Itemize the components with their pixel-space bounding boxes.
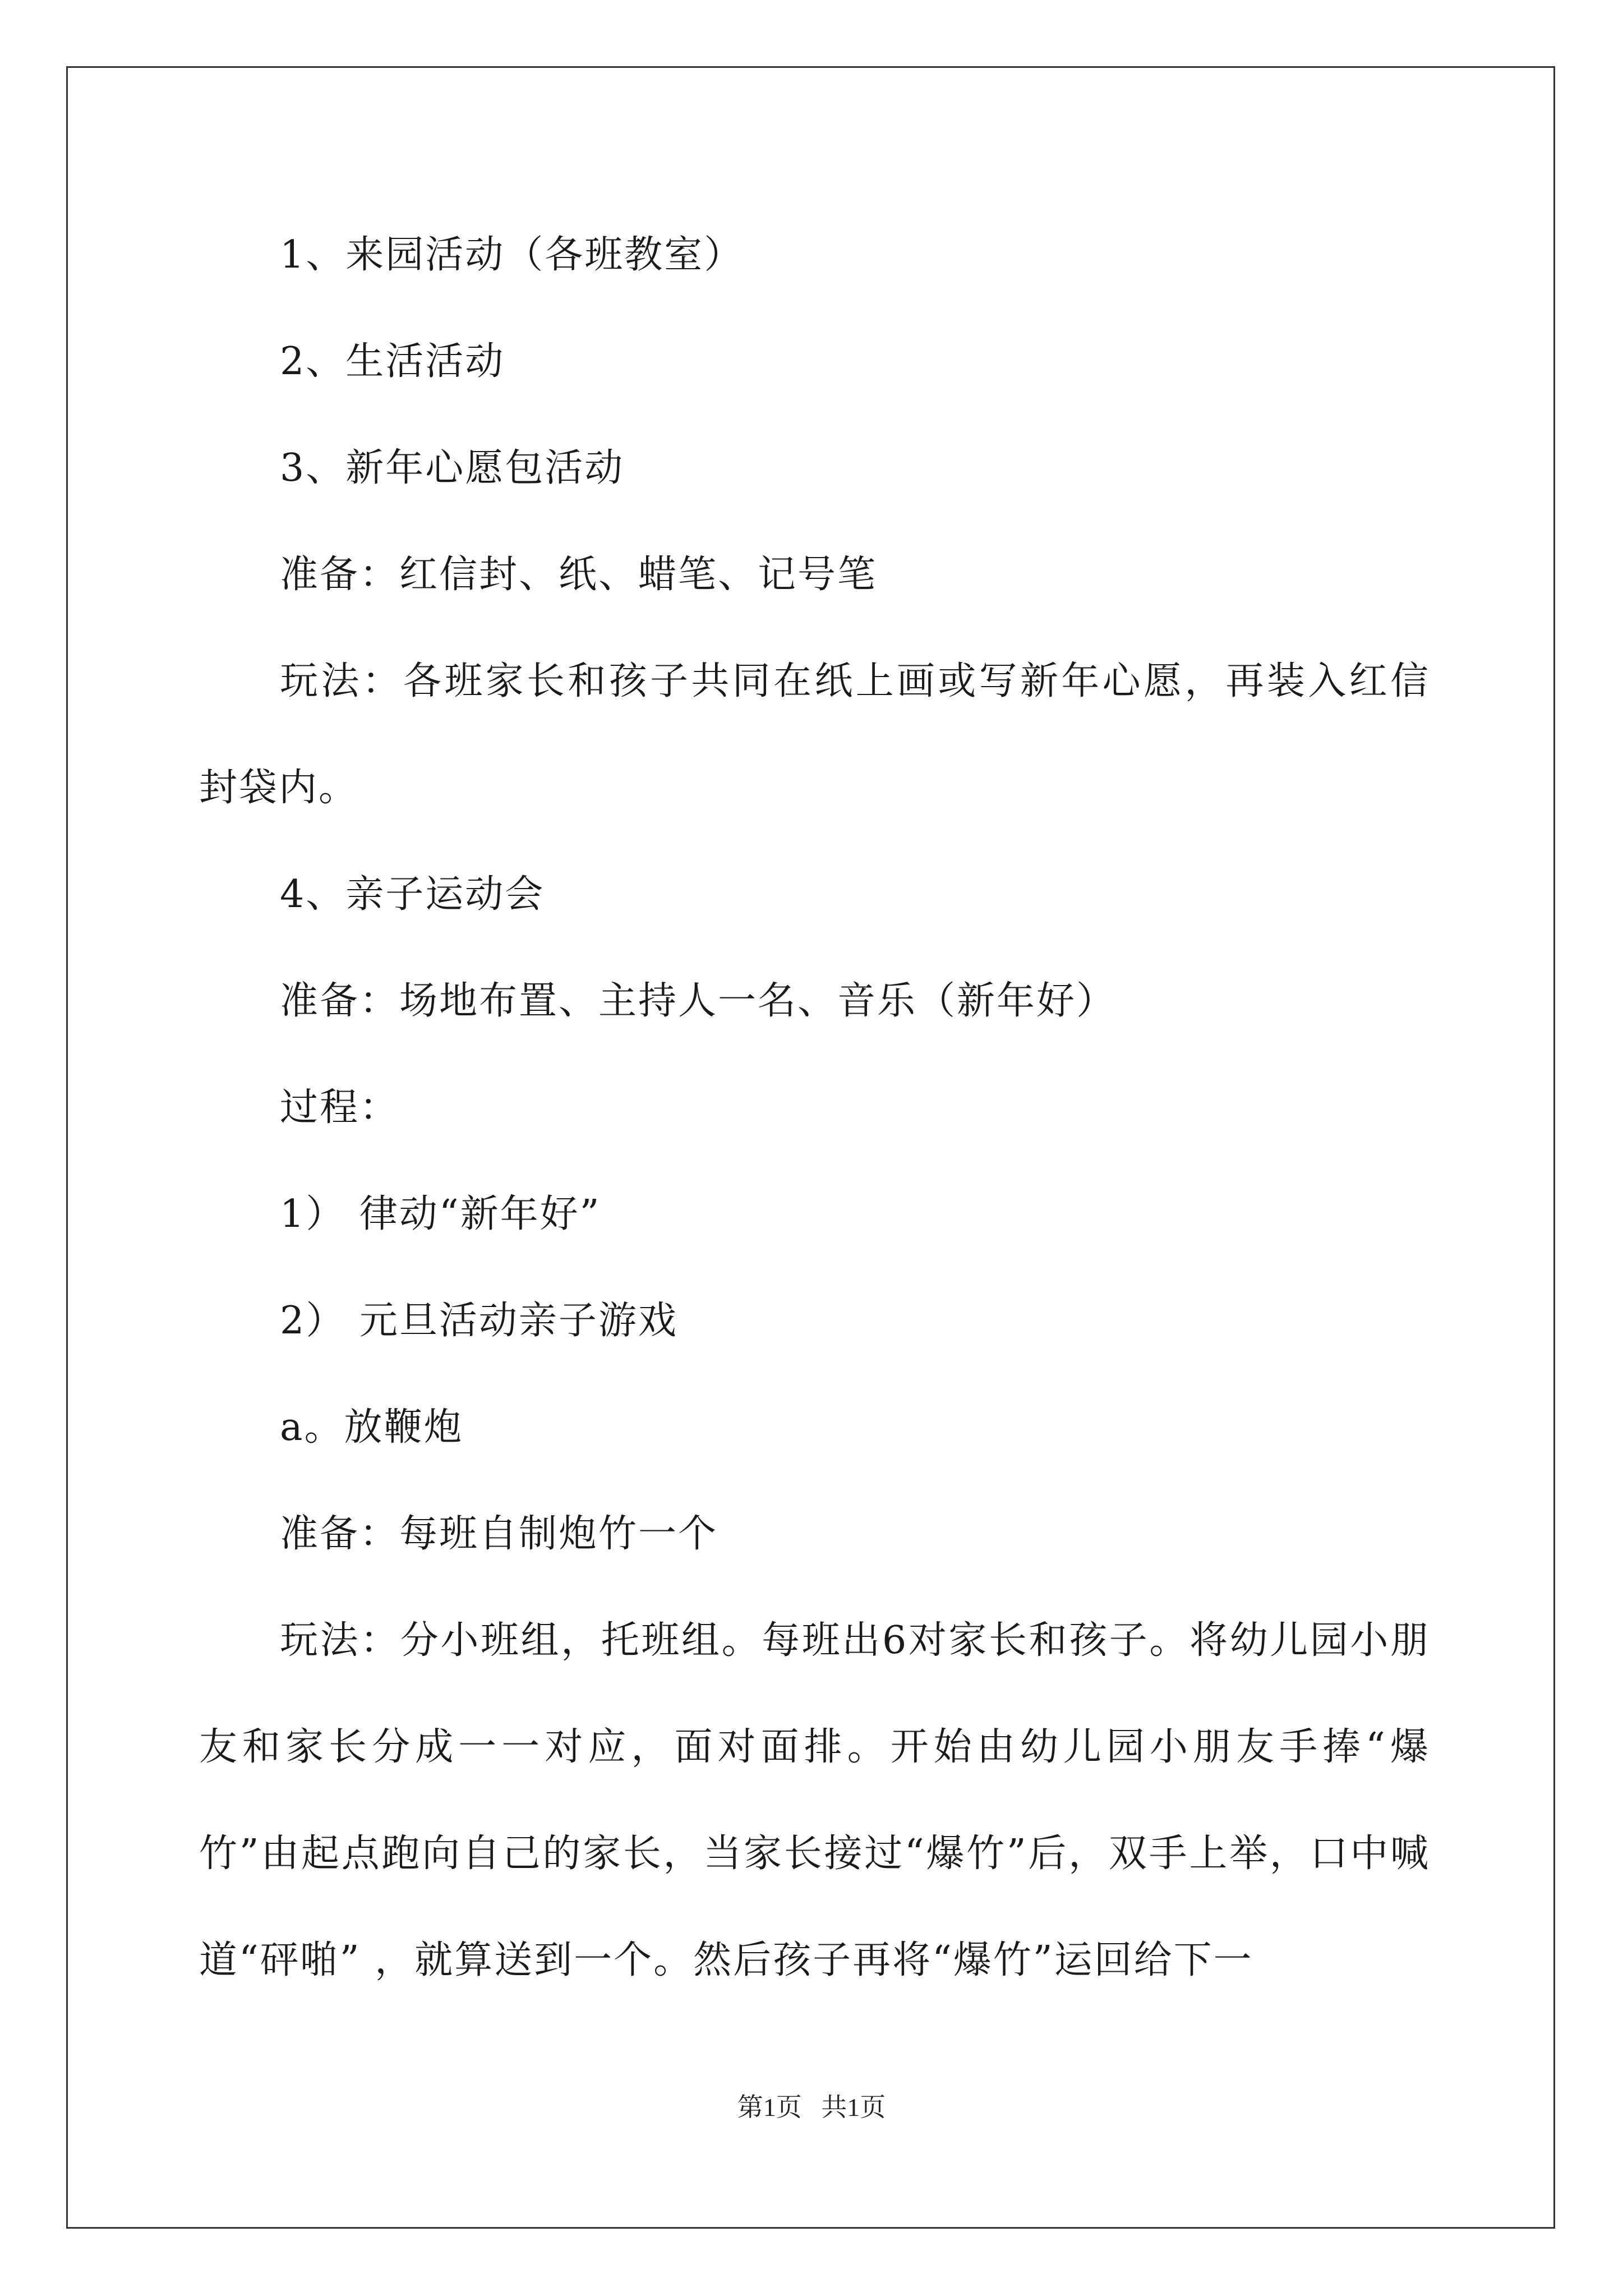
paragraph: 准备：红信封、纸、蜡笔、记号笔 <box>280 553 878 597</box>
paragraph: a。放鞭炮 <box>280 1405 464 1450</box>
paragraph: 1） 律动“新年好” <box>280 1192 601 1236</box>
paragraph: 2、生活活动 <box>280 339 505 384</box>
footer-gap <box>802 2093 822 2122</box>
paragraph: 2） 元旦活动亲子游戏 <box>280 1299 678 1343</box>
paragraph: 3、新年心愿包活动 <box>280 446 625 490</box>
paragraph: 准备：场地布置、主持人一名、音乐（新年好） <box>280 979 1117 1023</box>
paragraph: 4、亲子运动会 <box>280 872 545 917</box>
paragraph: 玩法：各班家长和孩子共同在纸上画或写新年心愿，再装入红信封袋内。 <box>199 659 1430 810</box>
page-total: 共1页 <box>821 2093 886 2122</box>
paragraph: 1、来园活动（各班教室） <box>280 233 744 277</box>
page-footer <box>0 2087 1623 2124</box>
paragraph: 准备：每班自制炮竹一个 <box>280 1512 718 1556</box>
paragraph: 过程： <box>280 1085 400 1130</box>
page-number: 第1页 <box>737 2093 802 2122</box>
document-body <box>199 202 1430 2014</box>
paragraph: 玩法：分小班组，托班组。每班出6对家长和孩子。将幼儿园小朋友和家长分成一一对应，面对面排。开始由幼儿园小朋友手捧“爆竹”由起点跑向自己的家长，当家长接过“爆竹”后，双手上举，口中喊道“砰啪” ，就算送到一个。然后孩子再将“爆竹”运回给下一 <box>199 1618 1430 1982</box>
